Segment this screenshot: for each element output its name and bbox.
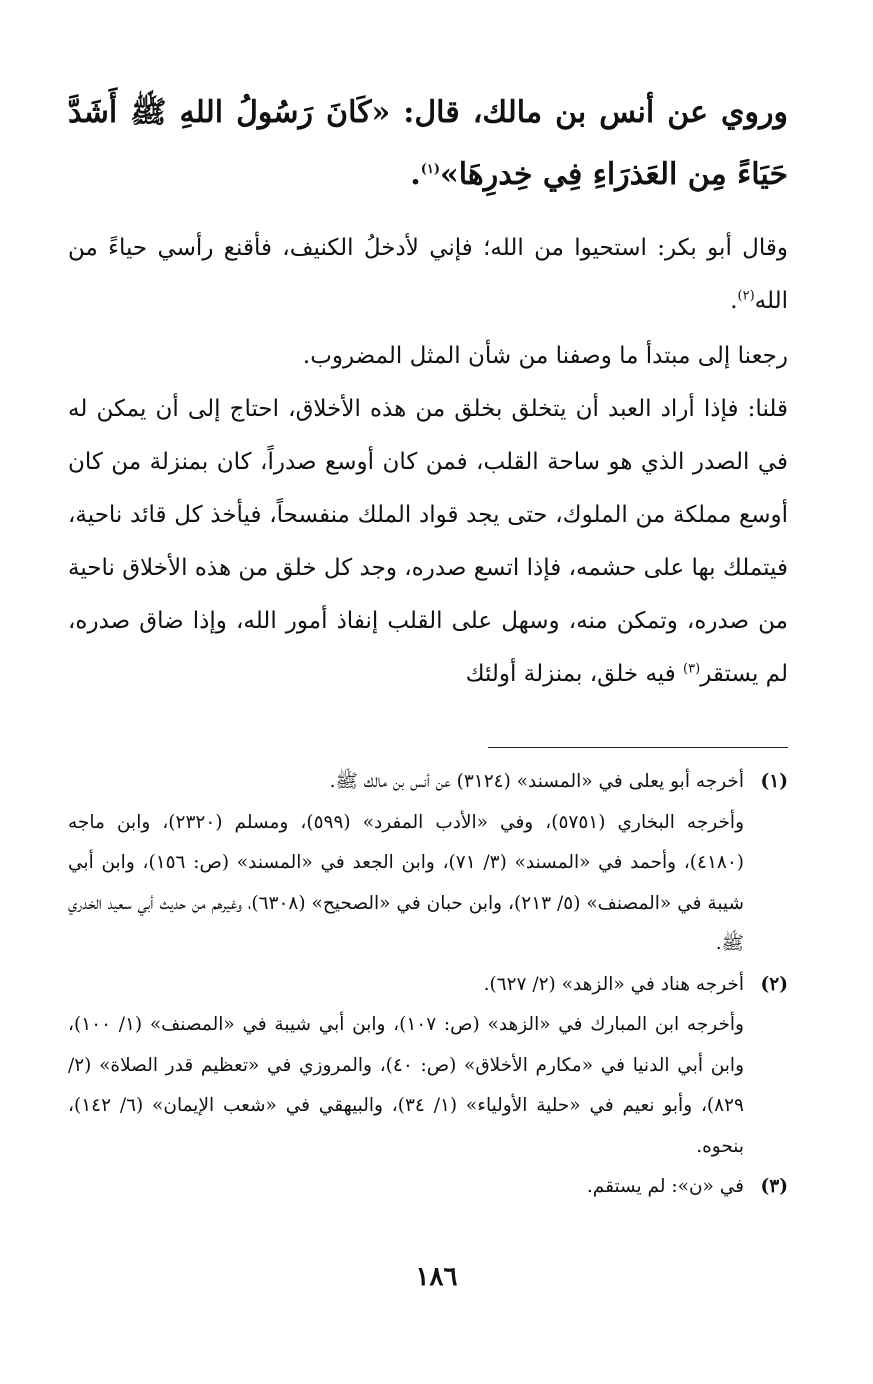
footnote-ref-2[interactable]: (٢) xyxy=(737,288,755,304)
footnote-3 xyxy=(68,1167,788,1208)
footnote-text: في «ن»: لم يستقم. xyxy=(586,1176,744,1197)
abubakr-end: . xyxy=(730,288,738,314)
return-text: رجعنا إلى مبتدأ ما وصفنا من شأن المثل المضروب. xyxy=(302,343,788,369)
footnote-number: (١) xyxy=(760,771,788,792)
footnote-text: أخرجه هناد في «الزهد» (٢/ ٦٢٧). xyxy=(483,973,744,995)
main-text-b: فيه خلق، بمنزلة أولئك xyxy=(465,661,684,687)
footnote-number: (٢) xyxy=(760,973,788,995)
return-paragraph xyxy=(68,330,788,383)
main-paragraph xyxy=(68,383,788,701)
hadith-paragraph xyxy=(68,82,788,206)
hadith-text: وروي عن أنس بن مالك، قال: «كَانَ رَسُولُ اللهِ ﷺ أَشَدَّ حَيَاءً مِن العَذرَاءِ فِي خِدرِهَا» xyxy=(68,95,788,192)
page-number: ١٨٦ xyxy=(415,1262,458,1292)
footnotes xyxy=(68,762,788,1208)
footnote-1 xyxy=(68,762,788,803)
footnote-text: أخرجه أبو يعلى في «المسند» (٣١٢٤) عن أنس بن مالك ﷺ. xyxy=(329,771,744,792)
footnote-2 xyxy=(68,965,788,1006)
footnote-ref-3[interactable]: (٣) xyxy=(683,661,701,677)
footnote-separator xyxy=(488,747,788,748)
main-text-a: قلنا: فإذا أراد العبد أن يتخلق بخلق من هذه الأخلاق، احتاج إلى أن يمكن له في الصدر الذي هو ساحة القلب، فمن كان أوسع صدراً، كان بمنزلة من كان أوسع مملكة من الملوك، حتى يجد قواد الملك منفسحاً، فيأخذ كل قائد ناحية، فيتملك بها على حشمه، فإذا اتسع صدره، وجد كل خلق من هذه الأخلاق ناحية من صدره، وتمكن منه، وسهل على القلب إنفاذ أمور الله، وإذا ضاق صدره، لم يستقر xyxy=(68,396,788,687)
footnote-continuation: وأخرجه ابن المبارك في «الزهد» (ص: ١٠٧)، وابن أبي شيبة في «المصنف» (١/ ١٠٠)، وابن أبي الدنيا في «مكارم الأخلاق» (ص: ٤٠)، والمروزي في «تعظيم قدر الصلاة» (٢/ ٨٢٩)، وأبو نعيم في «حلية الأولياء» (١/ ٣٤)، والبيهقي في «شعب الإيمان» (٦/ ١٤٢)، بنحوه. xyxy=(68,1014,744,1157)
footnote-continuation: وأخرجه البخاري (٥٧٥١)، وفي «الأدب المفرد» (٥٩٩)، ومسلم (٢٣٢٠)، وابن ماجه (٤١٨٠)، وأحمد في «المسند» (٣/ ٧١)، وابن الجعد في «المسند» (ص: ١٥٦)، وابن أبي شيبة في «المصنف» (٥/ ٢١٣)، وابن حبان في «الصحيح» (٦٣٠٨)، وغيرهم من حديث أبي سعيد الخدري ﷺ. xyxy=(68,811,745,954)
hadith-end: . xyxy=(410,157,421,192)
abubakr-paragraph xyxy=(68,222,788,328)
footnote-number: (٣) xyxy=(760,1176,788,1197)
footnote-ref-1[interactable]: (١) xyxy=(420,162,440,177)
abubakr-text: وقال أبو بكر: استحيوا من الله؛ فإني لأدخلُ الكنيف، فأقنع رأسي حياءً من الله xyxy=(68,235,788,314)
